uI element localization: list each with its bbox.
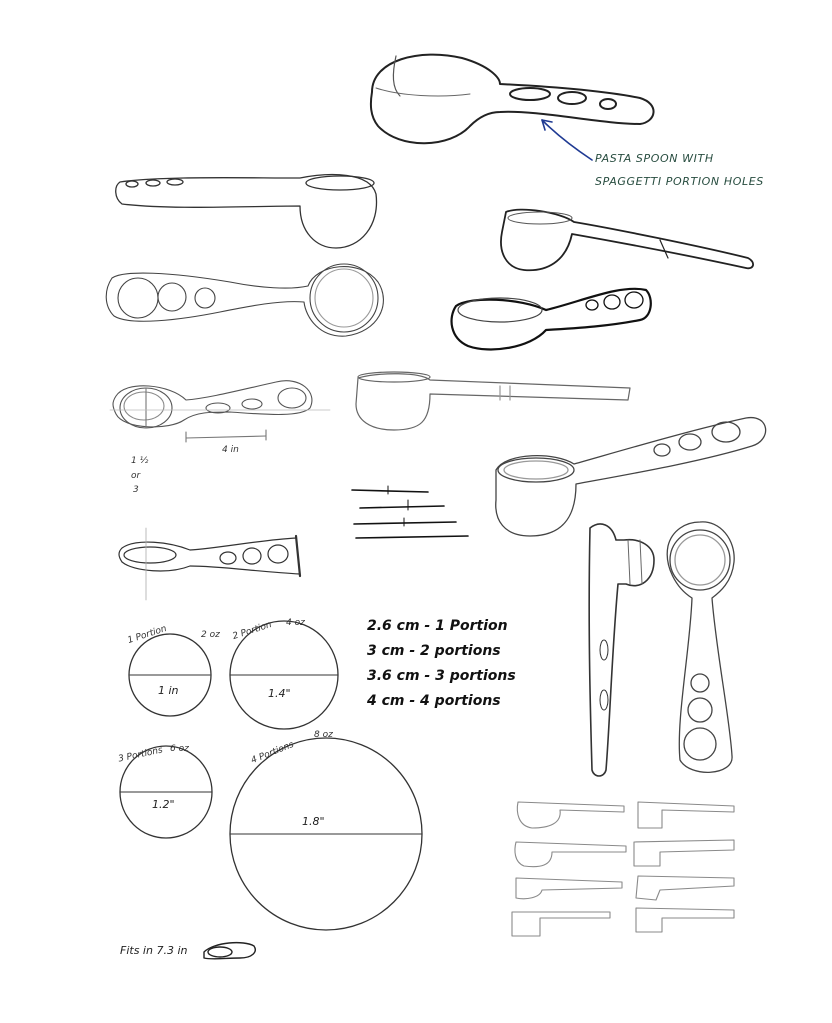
cup-spoon-long-handle-sketch xyxy=(501,210,753,271)
tall-spoon-side-sketch xyxy=(589,524,654,776)
small-spoon-sketch xyxy=(204,943,255,959)
callout-line-2: SPAGGETTI PORTION HOLES xyxy=(595,175,764,188)
portion-3-oz: 6 oz xyxy=(170,744,189,754)
portion-4-label: 4 Portions xyxy=(249,739,296,767)
side-view-spoon-sketch xyxy=(116,175,377,248)
top-view-spoon-sketch xyxy=(106,264,383,336)
thumb-7 xyxy=(512,912,610,936)
thumb-4 xyxy=(634,840,734,866)
portion-4-oz: 8 oz xyxy=(314,730,333,740)
alt-size-1: 1 ½ xyxy=(131,456,149,466)
portion-note-3: 3.6 cm - 3 portions xyxy=(367,668,516,684)
thumb-5 xyxy=(516,878,622,899)
thumb-2 xyxy=(638,802,734,828)
portion-1-oz: 2 oz xyxy=(201,630,220,640)
alt-size-or: or xyxy=(131,471,141,481)
portion-1-diameter: 1 in xyxy=(158,684,179,697)
thumb-8 xyxy=(636,908,734,932)
spoon-thumbnail-grid xyxy=(512,802,734,936)
portion-circle-1 xyxy=(129,634,211,716)
cup-spoon-three-holes-sketch xyxy=(496,418,766,536)
portion-3-label: 3 Portions xyxy=(117,745,164,765)
fit-note: Fits in 7.3 in xyxy=(120,944,188,957)
length-label: 4 in xyxy=(222,445,239,455)
thumb-3 xyxy=(515,842,626,867)
thumb-6 xyxy=(636,876,734,900)
portion-note-4: 4 cm - 4 portions xyxy=(367,693,501,709)
thumb-1 xyxy=(517,802,624,828)
portion-circle-4 xyxy=(230,738,422,930)
spoon-sketch-4in xyxy=(110,381,330,442)
cup-scoop-straight-handle-sketch xyxy=(356,372,630,430)
portion-2-oz: 4 oz xyxy=(286,618,305,628)
dimension-line-set xyxy=(352,486,468,538)
portion-note-1: 2.6 cm - 1 Portion xyxy=(367,618,508,634)
alt-size-3: 3 xyxy=(133,485,139,495)
portion-1-label: 1 Portion xyxy=(126,623,169,647)
portion-3-diameter: 1.2" xyxy=(152,798,175,811)
bowl-spoon-with-holes-sketch xyxy=(452,289,651,350)
callout-line-1: PASTA SPOON WITH xyxy=(595,152,714,165)
horizontal-spoon-holes-sketch xyxy=(119,528,300,600)
portion-note-2: 3 cm - 2 portions xyxy=(367,643,501,659)
callout-arrow xyxy=(542,120,592,160)
hero-pasta-spoon-sketch xyxy=(371,55,654,144)
portion-2-label: 2 Portion xyxy=(231,619,274,643)
portion-4-diameter: 1.8" xyxy=(302,815,325,828)
portion-2-diameter: 1.4" xyxy=(268,687,291,700)
tall-spoon-front-sketch xyxy=(667,522,734,772)
